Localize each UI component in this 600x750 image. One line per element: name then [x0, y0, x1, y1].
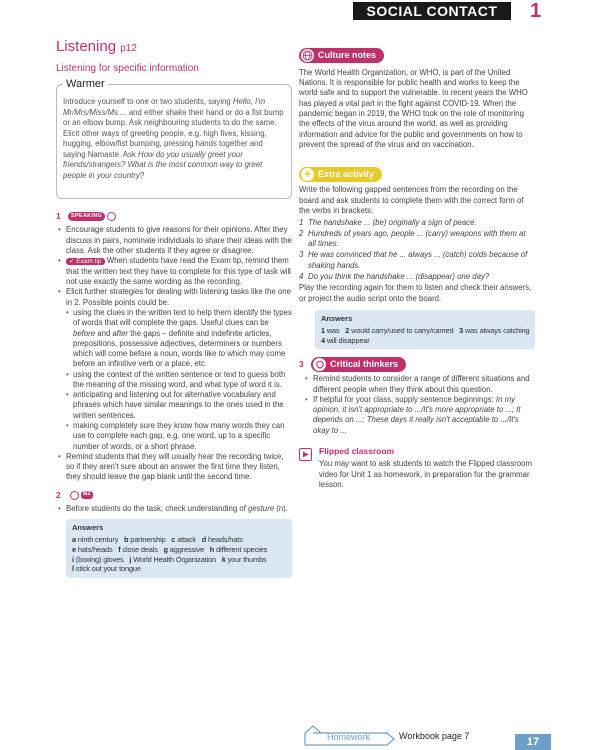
answers-rows [321, 326, 529, 346]
list-item: • If helpful for your class, supply sentence beginnings: In my opinion, it isn't appropriate to .../It's more appropriate to ...; It depends on ...; These days it really isn't acceptable to .../It's okay to ... [313, 395, 535, 436]
extra-activity-outro: Play the recording again for them to listen and check their answers, or project the audio script onto the board. [299, 283, 532, 303]
gapped-sentence [299, 218, 535, 228]
answer-value: (boxing) gloves [73, 554, 130, 564]
right-column [299, 48, 535, 490]
answers-row [321, 326, 529, 336]
list-item: • using the context of the written sentence or text to guess both the meaning of the missing word, and what type of word it is. [73, 370, 292, 391]
answer-value: will disappear [324, 335, 370, 345]
list-item: • Before students do the task, check understanding of gesture (n). [66, 504, 292, 514]
workbook-reference: Workbook page 7 [399, 730, 470, 741]
list-item: • Remind students to consider a range of different situations and different people when they think about this question. [313, 374, 535, 395]
warmer-box [56, 78, 292, 199]
answer-value: close deals [120, 544, 164, 554]
answer-value: World Health Organization [131, 554, 222, 564]
exercise-1-header [56, 211, 292, 222]
unit-title-banner: SOCIAL CONTACT [353, 2, 511, 20]
extra-activity-intro: Write the following gapped sentences from the recording on the board and ask students to complete them with the correct form of the verbs in brackets: [299, 185, 524, 216]
list-item: • using the clues in the written text to help them identify the types of words that will complete the gaps. Useful clues can be before and after the gaps – definite and indefinite articles, prepositions, possessive adjectives, determiners or numbers which will come before a noun, words like to which may come before an infinitive verb or a place, etc. [73, 308, 292, 370]
flipped-classroom [299, 446, 535, 490]
answer-key: 1 [321, 325, 325, 335]
exercise-2-number: 2 [56, 489, 61, 500]
answer-key: e [72, 544, 76, 554]
page-number: 17 [515, 734, 551, 750]
answer-value: heads/hats [206, 535, 243, 545]
answers-heading: Answers [72, 523, 104, 533]
section-title [56, 38, 292, 57]
list-item: • Remind students that they will usually hear the recording twice, so if they aren't sure about an answer the first time they listen, they should leave the gap blank until the second time. [66, 452, 292, 483]
extra-activity-pill [299, 167, 382, 182]
exercise-2-header [56, 490, 292, 501]
answer-value: was [324, 325, 346, 335]
answers-heading: Answers [321, 313, 353, 323]
homework-label: Homework [327, 732, 371, 742]
critical-thinkers [299, 357, 535, 436]
exam-tip-badge: ✓ Exam tip [66, 258, 105, 265]
sentence-number: 4 [299, 271, 304, 281]
flipped-classroom-title: Flipped classroom [319, 446, 395, 457]
answer-value: ninth century [75, 535, 124, 545]
list-item: • Encourage students to give reasons for their opinions. After they discuss in pairs, nominate individuals to share their ideas with the class. Ask the other students if they agree or disagree. [66, 225, 292, 256]
play-video-icon [299, 448, 312, 461]
exercise-3-number: 3 [299, 359, 304, 370]
answer-value: your thumbs [225, 554, 267, 564]
culture-notes-pill [299, 48, 384, 63]
answers-row [72, 535, 286, 545]
section-subtitle: Listening for specific information [56, 63, 199, 74]
critical-thinkers-title: Critical thinkers [330, 358, 399, 369]
answer-key: b [123, 535, 129, 545]
answer-value: stick out your tongue [73, 564, 141, 574]
homework-house-icon [303, 724, 395, 750]
exercise-1-list [66, 225, 292, 482]
sentence-number: 3 [299, 250, 304, 260]
level-badge: B2 [83, 491, 91, 498]
sentence-text: Do you think the handshake ... (disappear) one day? [308, 271, 490, 281]
extra-activity-answers [315, 310, 535, 349]
answer-key: k [221, 554, 226, 564]
thinking-head-icon [313, 358, 326, 371]
gapped-sentence [299, 229, 535, 250]
unit-number: 1 [530, 0, 542, 22]
warmer-text: Introduce yourself to one or two students, saying Hello, I'm Mr/Mrs/Miss/Ms ... and either shake their hand or do a fist bump or an elbow bump. Ask neighbouring students to do the same. Elicit other ways of greeting people, e.g. high fives, kissing, hugging, elbow/fist bumping, pressing hands together and saying Namaste. Ask How do you usually greet your friends/strangers? What is the most common way to greet people in your country? [63, 97, 284, 180]
gapped-sentences [299, 218, 535, 283]
culture-notes [299, 48, 535, 150]
answer-value: partnership [128, 535, 172, 545]
answer-key: j [129, 554, 132, 564]
answers-row [72, 555, 286, 565]
section-title-text: Listening [56, 38, 117, 55]
flipped-classroom-text: You may want to ask students to watch the Flipped classroom video for Unit 1 as homework, in preparation for the grammar lesson. [319, 459, 532, 489]
answer-key: d [201, 535, 207, 545]
sentence-text: He was convinced that he ... always ... (catch) colds because of shaking hands. [308, 250, 528, 270]
culture-notes-title: Culture notes [318, 49, 377, 60]
gapped-sentence [299, 250, 535, 271]
exercise-2-list [66, 504, 292, 514]
answer-key: g [163, 544, 168, 554]
answer-key: l [72, 564, 74, 574]
warmer-title: Warmer [63, 77, 108, 92]
strategy-list [73, 308, 292, 452]
globe-icon [301, 49, 314, 62]
answers-row [72, 564, 286, 574]
sentence-number: 2 [299, 228, 304, 238]
culture-notes-text: The World Health Organization, or WHO, is part of the United Nations. It is responsible for public health and works to keep the world safe and to support the vulnerable. In recent years the WHO has played a vital part in the fight against COVID-19. When the pandemic began in 2019, the WHO took on the role of monitoring the effects of the virus around the world, as well as providing information and advice for the public and governments on how to prevent the spread of the virus and on vaccination. [299, 67, 528, 150]
critical-thinkers-list [313, 374, 535, 436]
speaking-tag: SPEAKING [68, 212, 105, 221]
list-item: • ✓ Exam tip When students have read the Exam tip, remind them that the written text they have to complete for this type of task will not use exactly the same wording as the recording. [66, 256, 292, 287]
answer-value: different species [214, 544, 268, 554]
list-item: • making completely sure they know how many words they can use to complete each gap, e.g. one word, up to a specific number of words, or a short phrase. [73, 421, 292, 452]
answer-key: 2 [345, 325, 350, 335]
answers-row [72, 545, 286, 555]
audio-icon [70, 491, 79, 500]
list-item: • anticipating and listening out for alternative vocabulary and phrases which have similar meanings to the ones used in the written sentences. [73, 390, 292, 421]
critical-thinkers-header [299, 357, 535, 372]
answer-key: h [209, 544, 215, 554]
answer-value: attack [175, 535, 202, 545]
answer-value: aggressive [167, 544, 210, 554]
sentence-text: Hundreds of years ago, people ... (carry) weapons with them at all times. [308, 228, 526, 249]
section-page-ref: p12 [120, 43, 137, 54]
sentence-text: The handshake ... (be) originally a sign of peace. [308, 217, 477, 227]
answer-value: was always catching [463, 325, 530, 335]
answer-key: f [118, 544, 121, 554]
critical-thinkers-pill [311, 357, 406, 372]
answer-value: hats/heads [75, 544, 119, 554]
answer-key: a [72, 535, 76, 545]
answers-rows [72, 535, 286, 574]
answers-row [321, 336, 529, 346]
answer-key: c [171, 535, 176, 545]
exercise-1-number: 1 [56, 211, 61, 222]
exercise-2-answers [66, 519, 292, 578]
answer-key: 4 [321, 335, 325, 345]
answer-value: would carry/used to carry/carried [349, 325, 460, 335]
pair-work-icon [107, 212, 116, 221]
answer-key: i [72, 554, 74, 564]
homework-footer [303, 724, 469, 750]
plus-icon: + [301, 168, 314, 181]
sentence-number: 1 [299, 217, 304, 227]
extra-activity-title: Extra activity [318, 168, 375, 179]
list-item: • Elicit further strategies for dealing with listening tasks like the one in 2. Possible points could be: • using the clues in the written text to help them identify the types of words that will complete the gaps. Useful clues can be before and after the gaps – definite and indefinite articles, prepositions, possessive adjectives, determiners or numbers which will come before a noun, words like to which may come before an infinitive verb or a place, etc. • using the context of the written sentence or text to guess both the meaning of the missing word, and what type of word it is. • anticipating and listening out for alternative vocabulary and phrases which have similar meanings to the ones used in the written sentences. • making completely sure they know how many words they can use to complete each gap, e.g. one word, up to a specific number of words, or a short phrase. [66, 287, 292, 452]
answer-key: 3 [459, 325, 464, 335]
left-column [56, 38, 292, 578]
extra-activity [299, 167, 535, 349]
gapped-sentence [299, 272, 535, 282]
